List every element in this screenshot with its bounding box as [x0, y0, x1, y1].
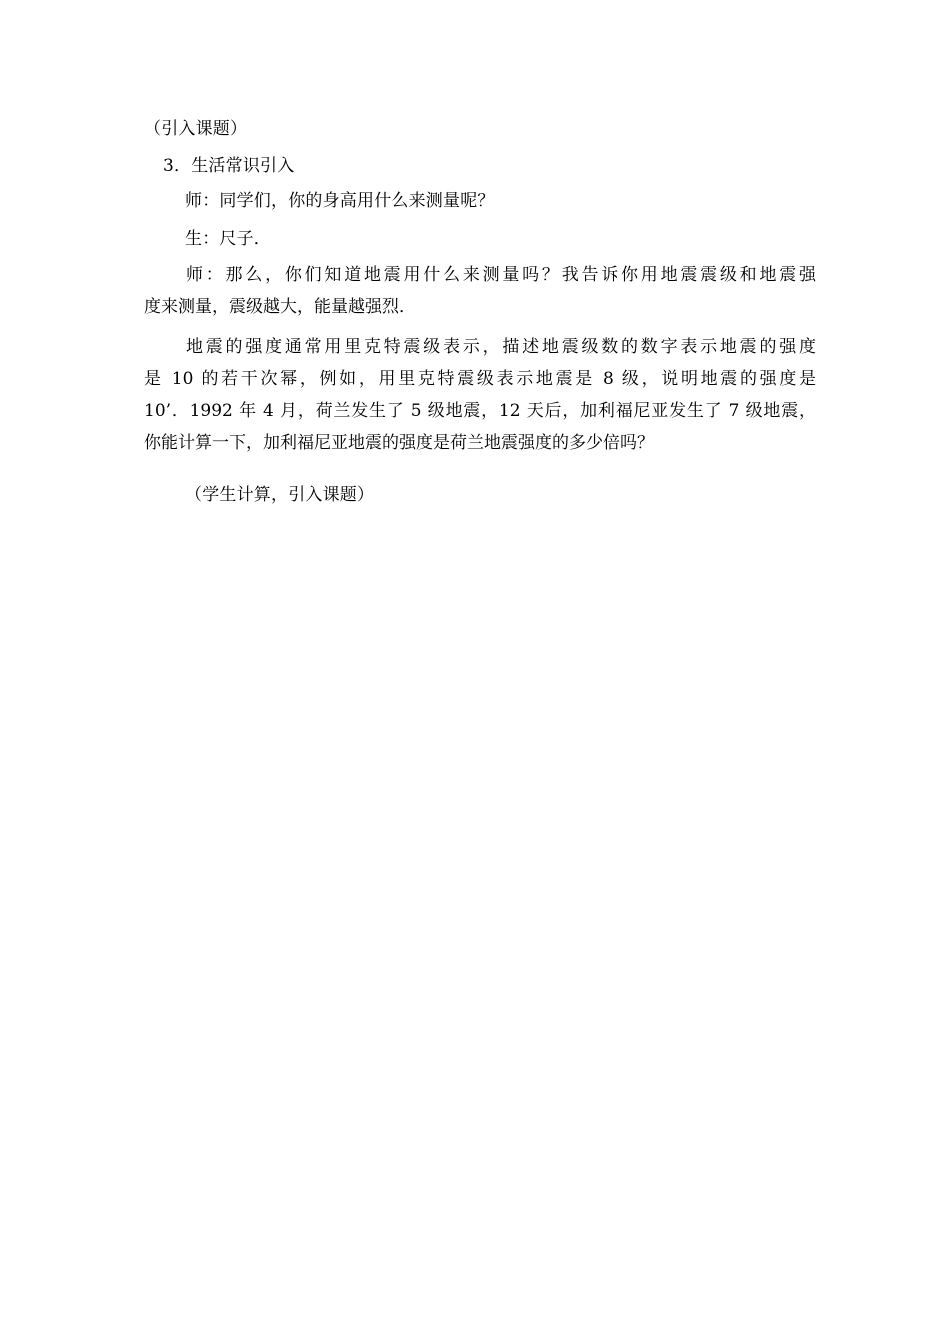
paragraph-student-calculate: （学生计算，引入课题） [185, 485, 375, 505]
paragraph-earthquake-intensity [144, 331, 816, 459]
section-heading: 3．生活常识引入 [163, 156, 295, 176]
dialogue-teacher-1: 师：同学们，你的身高用什么来测量呢？ [185, 191, 495, 211]
paragraph-line: 是 10 的若干次幂，例如，用里克特震级表示地震是 8 级，说明地震的强度是 [144, 369, 816, 389]
paragraph-line: 10’．1992 年 4 月，荷兰发生了 5 级地震，12 天后，加利福尼亚发生了 7 级地震， [144, 401, 816, 421]
dialogue-student-1: 生：尺子． [185, 229, 271, 249]
paragraph-line: 度来测量，震级越大，能量越强烈． [144, 297, 416, 317]
paragraph-line: 师：那么，你们知道地震用什么来测量吗？我告诉你用地震震级和地震强 [186, 265, 816, 285]
paragraph-intro-topic: （引入课题） [144, 119, 248, 139]
paragraph-line: 你能计算一下，加利福尼亚地震的强度是荷兰地震强度的多少倍吗？ [144, 433, 654, 453]
paragraph-line: 地震的强度通常用里克特震级表示，描述地震级数的数字表示地震的强度 [186, 337, 816, 357]
dialogue-teacher-2 [144, 259, 816, 323]
